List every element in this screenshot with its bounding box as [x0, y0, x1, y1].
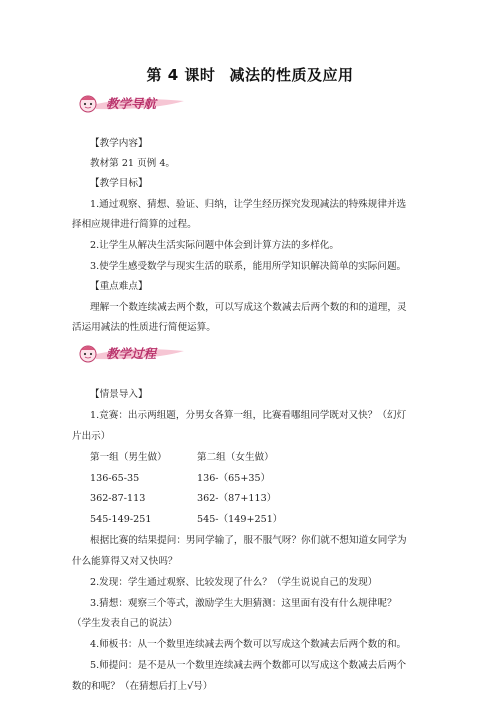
paragraph: 理解一个数连续减去两个数，可以写成这个数减去后两个数的和的道理，灵 — [90, 302, 407, 313]
paragraph: 3.猜想：观察三个等式，激励学生大胆猜测：这里面有没有什么规律呢？ — [90, 598, 397, 609]
paragraph: 教材第 21 页例 4。 — [90, 158, 176, 169]
table-header-group1: 第一组（男生做） — [90, 452, 167, 463]
table-cell: 136-65-35 — [90, 473, 140, 484]
paragraph: 什么能算得又对又快吗？ — [72, 556, 178, 567]
page-title — [0, 64, 500, 85]
heading-scenario-intro: 【情景导入】 — [90, 389, 148, 400]
paragraph: 根据比赛的结果提问：男同学输了，服不服气呀？你们就不想知道女同学为 — [90, 535, 407, 546]
heading-key-points: 【重点难点】 — [90, 281, 148, 292]
lesson-topic: 减法的性质及应用 — [229, 66, 354, 84]
heading-teaching-goals: 【教学目标】 — [90, 178, 148, 189]
paragraph: 1.竞赛：出示两组题，分男女各算一组，比赛看哪组同学既对又快？（幻灯 — [90, 410, 407, 421]
paragraph: 3.使学生感受数学与现实生活的联系，能用所学知识解决简单的实际问题。 — [90, 261, 407, 272]
section-badge-teaching-process — [74, 342, 194, 364]
section-badge-label: 教学导航 — [106, 96, 157, 111]
table-cell: 362-（87+113） — [197, 493, 277, 504]
table-header-group2: 第二组（女生做） — [197, 452, 274, 463]
paragraph: 4.师板书：从一个数里连续减去两个数可以写成这个数减去后两个数的和。 — [90, 639, 407, 650]
paragraph: 数的和呢？（在猜想后打上√号） — [72, 681, 213, 692]
paragraph: 2.让学生从解决生活实际问题中体会到计算方法的多样化。 — [90, 240, 339, 251]
paragraph: 片出示） — [72, 431, 111, 442]
section-badge-teaching-guide — [74, 92, 194, 114]
table-cell: 545-149-251 — [90, 514, 152, 525]
paragraph: 1.通过观察、猜想、验证、归纳，让学生经历探究发现减法的特殊规律并选 — [90, 199, 407, 210]
paragraph: 择相应规律进行简算的过程。 — [72, 219, 197, 230]
paragraph: （学生发表自己的说法） — [72, 618, 178, 629]
heading-teaching-content: 【教学内容】 — [90, 138, 148, 149]
table-cell: 136-（65+35） — [197, 473, 271, 484]
section-badge-label: 教学过程 — [106, 346, 157, 361]
paragraph: 2.发现：学生通过观察、比较发现了什么？（学生说说自己的发现） — [90, 577, 378, 588]
table-cell: 545-（149+251） — [197, 514, 283, 525]
paragraph: 5.师提问：是不是从一个数里连续减去两个数都可以写成这个数减去后两个 — [90, 660, 407, 671]
lesson-number: 第 4 课时 — [146, 66, 216, 84]
paragraph: 活运用减法的性质进行简便运算。 — [72, 322, 216, 333]
table-cell: 362-87-113 — [90, 493, 146, 504]
